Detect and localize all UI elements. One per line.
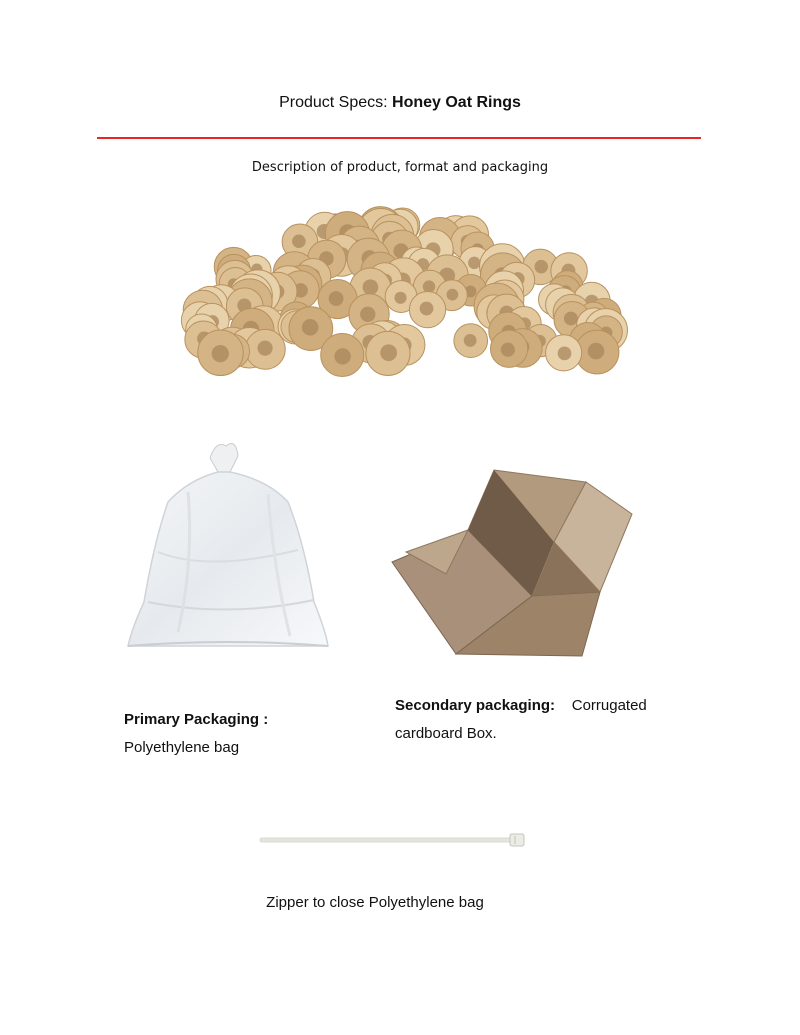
box-image — [386, 464, 638, 660]
secondary-packaging-value-1: Corrugated — [571, 697, 647, 714]
secondary-packaging — [395, 692, 685, 748]
secondary-packaging-label: Secondary packaging: — [395, 697, 556, 714]
zipper-tie-image — [258, 832, 528, 848]
bag-image — [118, 432, 338, 654]
primary-packaging-value: Polyethylene bag — [124, 739, 240, 756]
page-title — [0, 94, 800, 112]
primary-packaging — [124, 706, 364, 762]
title-divider — [97, 137, 701, 139]
secondary-packaging-value-2: cardboard Box. — [395, 725, 497, 742]
cereal-image — [180, 198, 630, 380]
page-subtitle: Description of product, format and packaging — [251, 160, 549, 175]
title-prefix: Product Specs: — [279, 94, 393, 111]
zipper-caption: Zipper to close Polyethylene bag — [266, 894, 484, 911]
primary-packaging-label: Primary Packaging : — [124, 711, 269, 728]
product-name: Honey Oat Rings — [392, 94, 521, 111]
